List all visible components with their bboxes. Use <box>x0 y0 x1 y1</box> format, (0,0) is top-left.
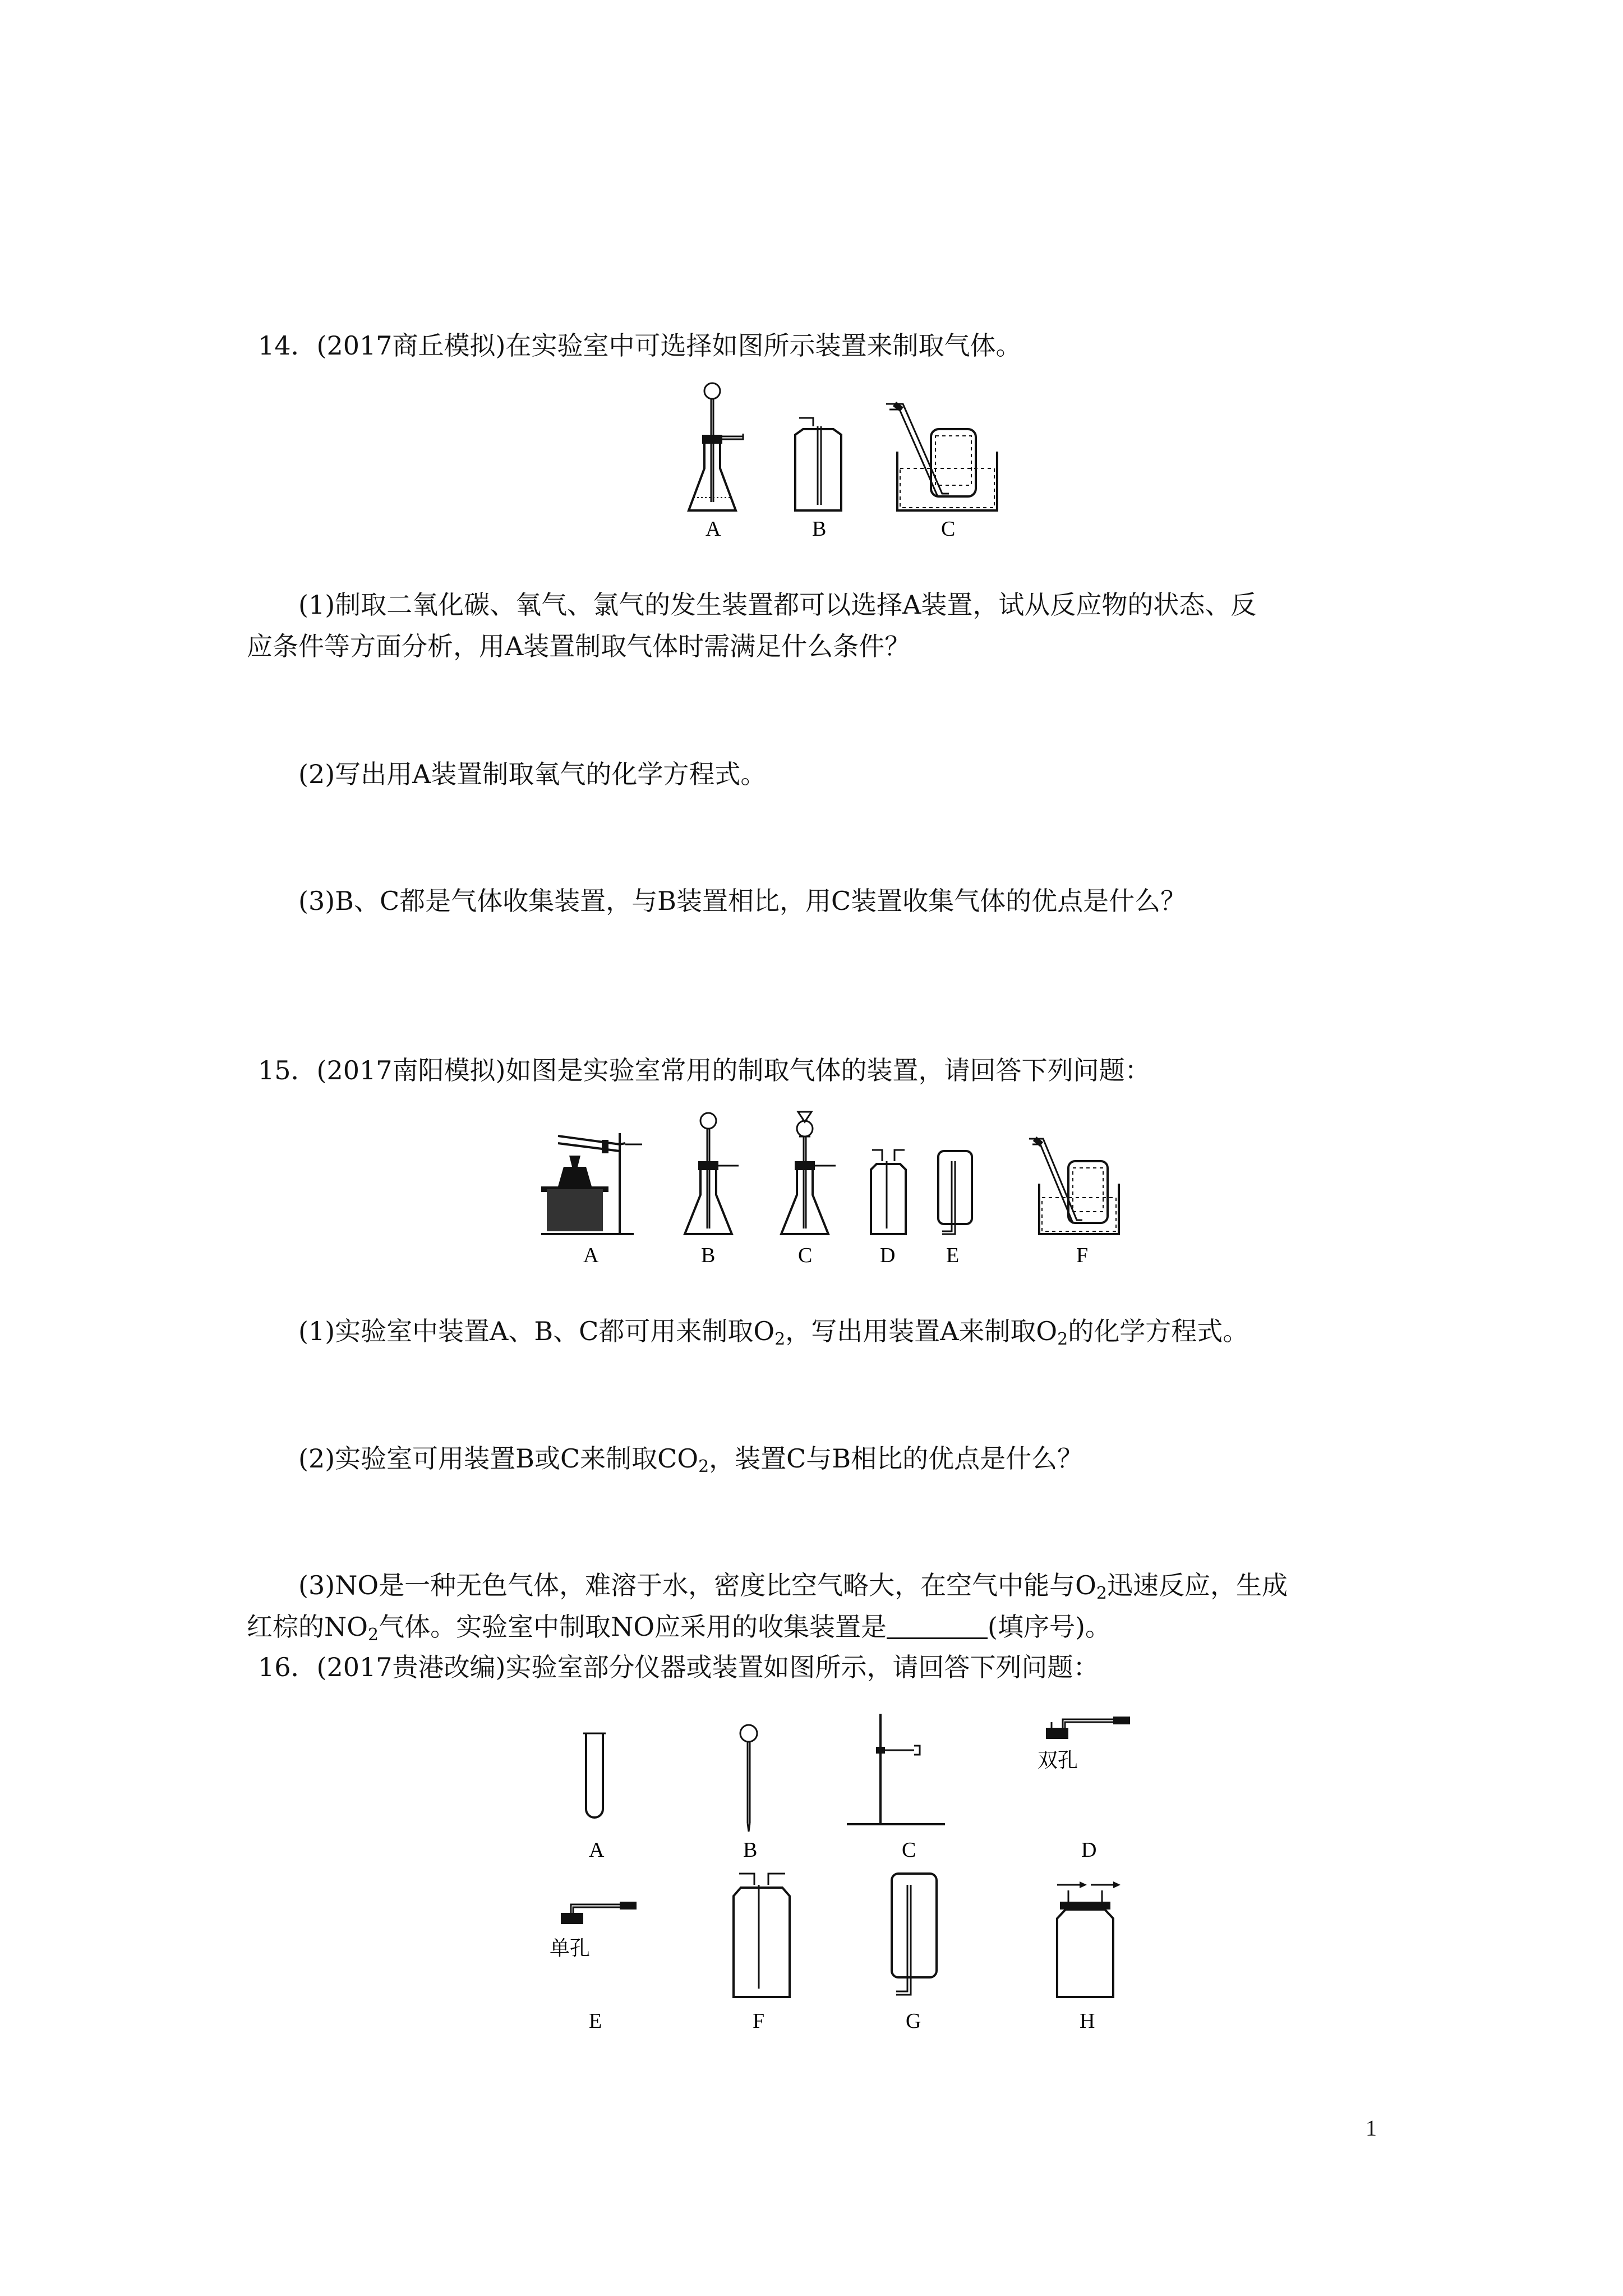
q16-label-g: G <box>906 2009 921 2031</box>
q15-label-f: F <box>1076 1244 1089 1267</box>
q15-title: 15．(2017南阳模拟)如图是实验室常用的制取气体的装置，请回答下列问题： <box>258 1055 1151 1085</box>
q15-part1-text-a: (1)实验室中装置A、B、C都可用来制取O <box>298 1316 775 1346</box>
q15-part1-sub-1: 2 <box>774 1329 786 1349</box>
q14-part1-line2: 应条件等方面分析，用A装置制取气体时需满足什么条件？ <box>247 631 911 661</box>
q15-apparatus-e <box>938 1151 972 1234</box>
q15-label-a: A <box>583 1244 599 1267</box>
q15-part3-text-c: 红棕的NO <box>247 1612 368 1642</box>
q14-title: 14．(2017商丘模拟)在实验室中可选择如图所示装置来制取气体。 <box>258 330 1022 361</box>
q16-label-h: H <box>1080 2009 1095 2031</box>
q15-part3-text-d: 气体。实验室中制取NO应采用的收集装置是 <box>379 1612 887 1642</box>
q14-label-a: A <box>706 517 721 536</box>
q15-part3-line2 <box>247 1611 1111 1645</box>
q15-apparatus-a <box>541 1133 642 1234</box>
q14-apparatus-b <box>795 418 841 510</box>
q15-part3-sub-1: 2 <box>1096 1584 1107 1603</box>
q16-e-text: 单孔 <box>550 1937 591 1960</box>
q15-label-e: E <box>946 1244 960 1267</box>
q15-label-b: B <box>701 1244 716 1267</box>
q15-label-d: D <box>880 1244 896 1267</box>
q16-apparatus-a-test-tube <box>583 1733 606 1818</box>
q16-apparatus-f-collecting-bottle <box>734 1874 790 1997</box>
page-number: 1 <box>1366 2115 1377 2141</box>
q15-part3-sub-2: 2 <box>367 1625 379 1645</box>
q16-apparatus-d-two-hole-stopper <box>1038 1717 1130 1772</box>
q15-part3-line1 <box>298 1570 1288 1601</box>
q15-figure <box>536 1099 1164 1268</box>
q14-figure <box>673 373 1032 536</box>
q16-apparatus-e-one-hole-stopper <box>550 1902 637 1960</box>
q15-answer-blank[interactable] <box>887 1614 988 1639</box>
q16-label-f: F <box>753 2009 765 2031</box>
q16-label-a: A <box>589 1838 605 1862</box>
q14-label-c: C <box>941 517 956 536</box>
q15-part3-text-e: (填序号)。 <box>988 1612 1111 1642</box>
q14-apparatus-c <box>886 404 997 510</box>
q16-label-b: B <box>743 1838 758 1862</box>
q15-label-c: C <box>798 1244 813 1267</box>
q15-part1 <box>298 1315 1248 1347</box>
q16-apparatus-h-bottle-with-arrows <box>1057 1881 1121 1997</box>
q16-apparatus-c-iron-stand <box>847 1714 945 1824</box>
q16-apparatus-b-funnel <box>740 1725 757 1832</box>
q14-part2: (2)写出用A装置制取氧气的化学方程式。 <box>298 759 767 789</box>
q16-figure <box>533 1705 1172 2031</box>
q14-part3: (3)B、C都是气体收集装置，与B装置相比，用C装置收集气体的优点是什么？ <box>298 886 1187 916</box>
q15-apparatus-b <box>685 1113 739 1234</box>
q15-part3-text-b: 迅速反应，生成 <box>1106 1570 1288 1600</box>
q16-d-text: 双孔 <box>1038 1749 1078 1772</box>
q16-title: 16．(2017贵港改编)实验室部分仪器或装置如图所示，请回答下列问题： <box>258 1652 1099 1682</box>
q16-label-d: D <box>1081 1838 1097 1862</box>
q16-apparatus-g-inverted-bottle <box>892 1874 937 1995</box>
q15-part1-text-c: 的化学方程式。 <box>1068 1316 1249 1346</box>
q14-apparatus-a <box>689 383 743 510</box>
q15-apparatus-d <box>871 1150 906 1234</box>
q14-part1-line1: (1)制取二氧化碳、氧气、氯气的发生装置都可以选择A装置，试从反应物的状态、反 <box>298 590 1257 620</box>
q15-part2-text-b: ，装置C与B相比的优点是什么？ <box>709 1443 1083 1474</box>
q16-label-e: E <box>589 2009 602 2031</box>
q15-part1-sub-2: 2 <box>1057 1329 1068 1349</box>
q15-apparatus-c <box>781 1112 836 1234</box>
q15-part2-text-a: (2)实验室可用装置B或C来制取CO <box>298 1443 699 1474</box>
q15-part3-text-a: (3)NO是一种无色气体，难溶于水，密度比空气略大，在空气中能与O <box>298 1570 1096 1600</box>
q15-part1-text-b: ，写出用装置A来制取O <box>785 1316 1058 1346</box>
q14-label-b: B <box>812 517 827 536</box>
q16-label-c: C <box>902 1838 916 1862</box>
q15-part2-sub: 2 <box>698 1457 709 1476</box>
q15-apparatus-f <box>1029 1139 1119 1234</box>
q15-part2 <box>298 1443 1083 1474</box>
